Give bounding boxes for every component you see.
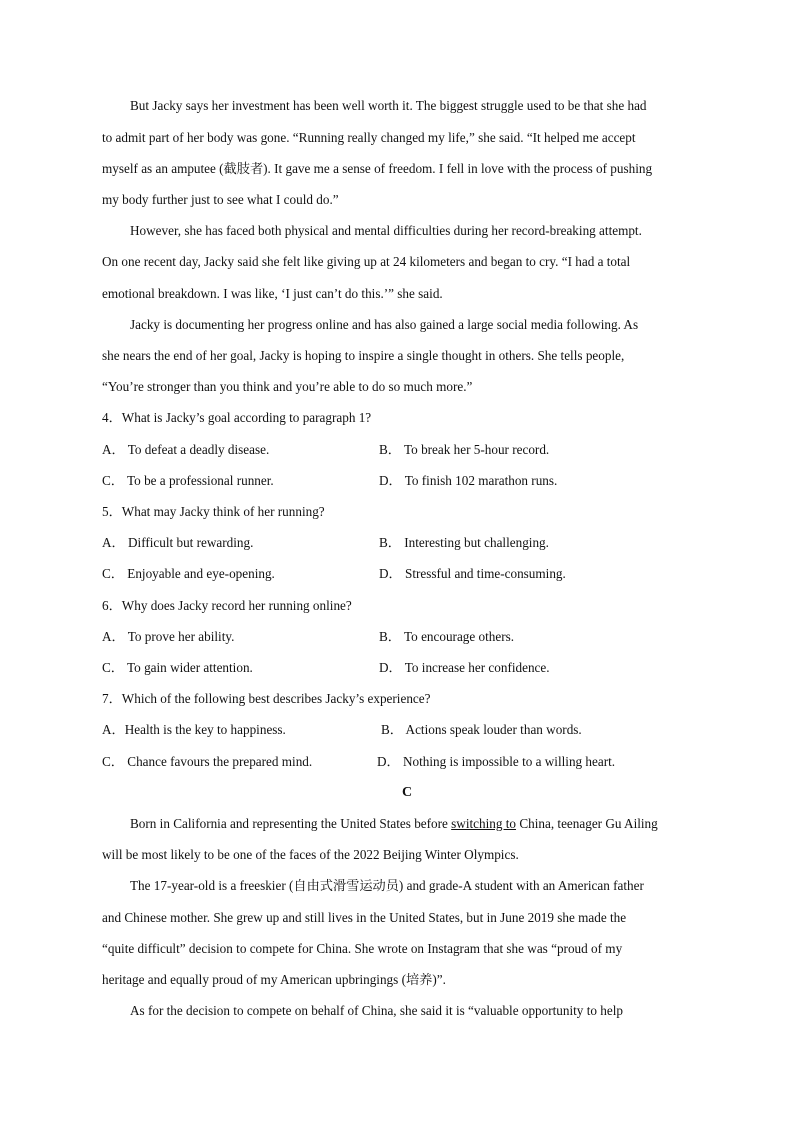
- option-d: D． To increase her confidence.: [379, 660, 550, 675]
- option-d: D． Stressful and time-consuming.: [379, 566, 566, 581]
- paragraph-line: However, she has faced both physical and mental difficulties during her record-breaking attempt.: [130, 223, 642, 238]
- option-c: C． Chance favours the prepared mind.: [102, 754, 313, 769]
- text-run: Born in California and representing the United States before: [130, 816, 452, 831]
- paragraph-line: “quite difficult” decision to compete for China. She wrote on Instagram that she was “proud of my: [102, 941, 623, 956]
- paragraph-line: [130, 816, 658, 832]
- question-stem: 6．Why does Jacky record her running online?: [102, 598, 352, 613]
- option-c: C． To gain wider attention.: [102, 660, 253, 675]
- option-b: B． To break her 5-hour record.: [379, 442, 550, 457]
- option-b: B． To encourage others.: [379, 629, 515, 644]
- option-a: A． To defeat a deadly disease.: [102, 442, 270, 457]
- paragraph-line: will be most likely to be one of the faces of the 2022 Beijing Winter Olympics.: [102, 847, 519, 862]
- paragraph-line: emotional breakdown. I was like, ‘I just can’t do this.’” she said.: [102, 286, 443, 301]
- option-c: C． To be a professional runner.: [102, 473, 274, 488]
- option-b: B． Actions speak louder than words.: [381, 722, 582, 737]
- paragraph-line: On one recent day, Jacky said she felt like giving up at 24 kilometers and began to cry. “I had a total: [102, 254, 631, 269]
- option-a: A． Difficult but rewarding.: [102, 535, 254, 550]
- paragraph-line: As for the decision to compete on behalf of China, she said it is “valuable opportunity to help: [130, 1003, 623, 1018]
- option-c: C． Enjoyable and eye-opening.: [102, 566, 275, 581]
- section-heading: C: [401, 785, 413, 800]
- question-stem: 5．What may Jacky think of her running?: [102, 504, 325, 519]
- paragraph-line: heritage and equally proud of my American upbringings (培养)”.: [102, 972, 446, 987]
- paragraph-line: Jacky is documenting her progress online and has also gained a large social media following. As: [130, 317, 639, 332]
- option-a: A．Health is the key to happiness.: [102, 722, 286, 737]
- option-b: B． Interesting but challenging.: [379, 535, 549, 550]
- paragraph-line: to admit part of her body was gone. “Running really changed my life,” she said. “It helped me accept: [102, 130, 636, 145]
- underlined-phrase: switching to: [451, 816, 517, 831]
- paragraph-line: and Chinese mother. She grew up and still lives in the United States, but in June 2019 she made the: [102, 910, 627, 925]
- paragraph-line: The 17-year-old is a freeskier (自由式滑雪运动员) and grade-A student with an American father: [130, 878, 644, 893]
- paragraph-line: she nears the end of her goal, Jacky is hoping to inspire a single thought in others. She tells people,: [102, 348, 625, 363]
- text-run: China, teenager Gu Ailing: [516, 816, 658, 831]
- paragraph-line: “You’re stronger than you think and you’re able to do so much more.”: [102, 379, 473, 394]
- paragraph-line: But Jacky says her investment has been well worth it. The biggest struggle used to be that she had: [130, 98, 647, 113]
- question-stem: 4．What is Jacky’s goal according to paragraph 1?: [102, 410, 372, 425]
- paragraph-line: my body further just to see what I could do.”: [102, 192, 339, 207]
- option-a: A． To prove her ability.: [102, 629, 235, 644]
- option-d: D． Nothing is impossible to a willing heart.: [377, 754, 616, 769]
- paragraph-line: myself as an amputee (截肢者). It gave me a sense of freedom. I fell in love with the process of pushing: [102, 161, 653, 176]
- question-stem: 7．Which of the following best describes Jacky’s experience?: [102, 691, 431, 706]
- option-d: D． To finish 102 marathon runs.: [379, 473, 558, 488]
